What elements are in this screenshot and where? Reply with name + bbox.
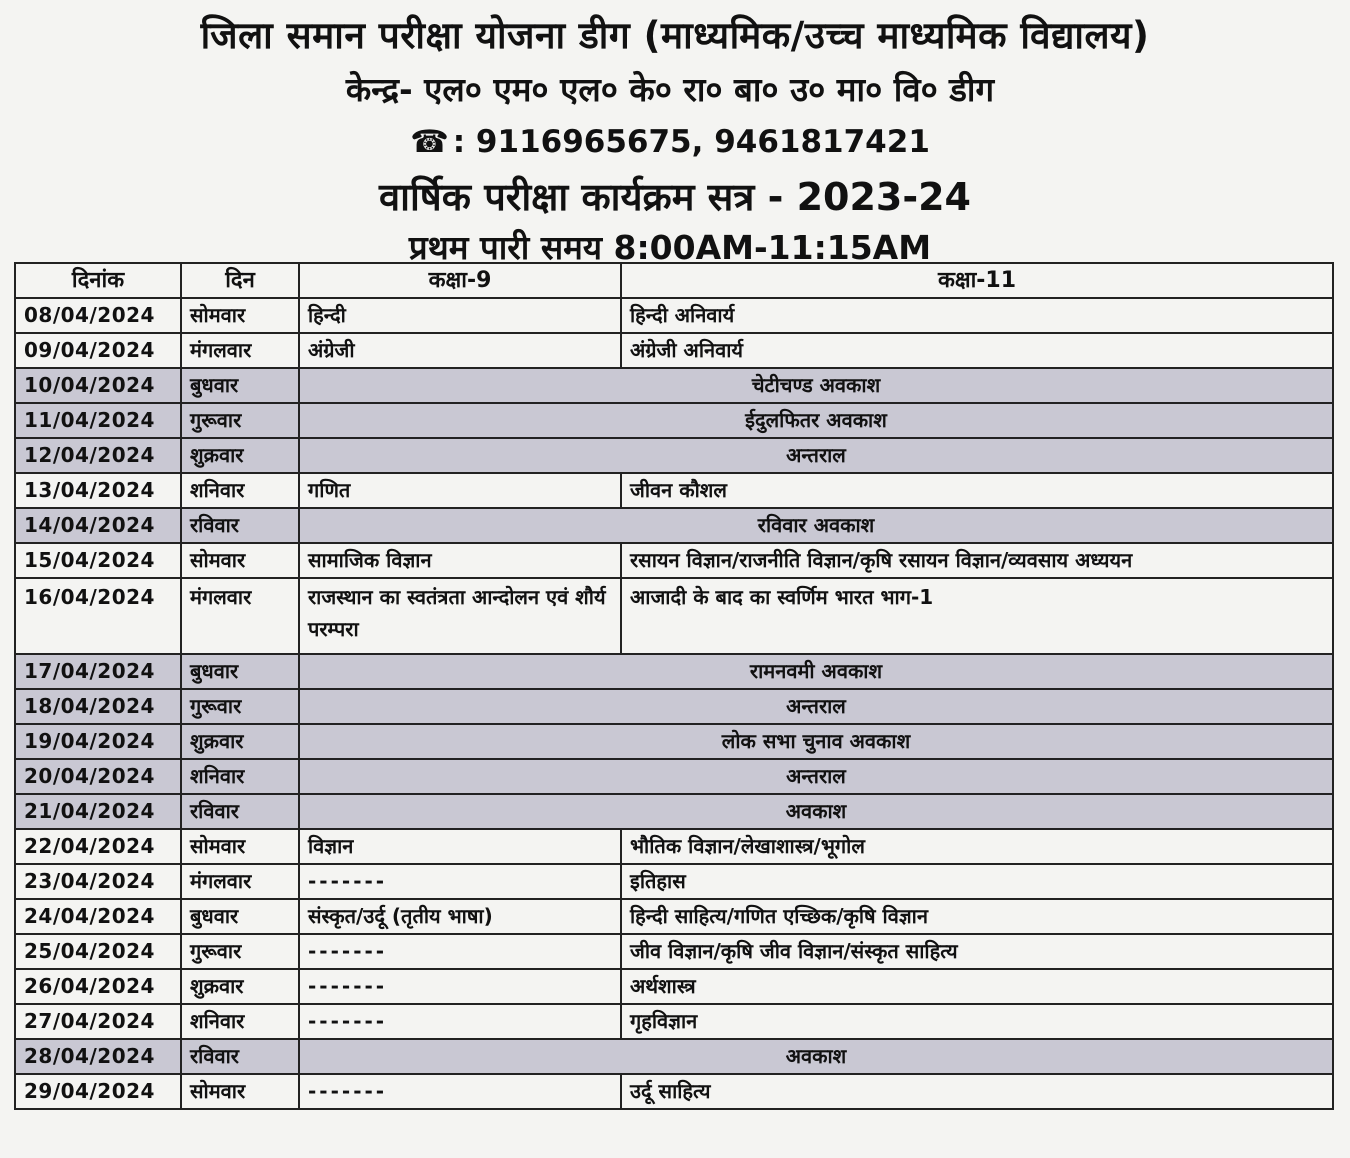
- telephone-icon: ☎: [410, 124, 449, 160]
- class-11-subject-cell: हिन्दी अनिवार्य: [621, 298, 1333, 333]
- phone-line: [0, 124, 1340, 160]
- class-11-subject-cell: अंग्रेजी अनिवार्य: [621, 333, 1333, 368]
- table-row: [15, 1074, 1333, 1109]
- schedule-table: [14, 262, 1334, 1110]
- class-11-subject-cell: रसायन विज्ञान/राजनीति विज्ञान/कृषि रसायन विज्ञान/व्यवसाय अध्ययन: [621, 543, 1333, 578]
- day-cell: बुधवार: [181, 899, 299, 934]
- date-cell: 17/04/2024: [15, 654, 181, 689]
- header-class-11: कक्षा-11: [621, 263, 1333, 298]
- class-9-subject-cell: -------: [299, 1074, 621, 1109]
- day-cell: शनिवार: [181, 759, 299, 794]
- date-cell: 27/04/2024: [15, 1004, 181, 1039]
- class-11-subject-cell: आजादी के बाद का स्वर्णिम भारत भाग-1: [621, 578, 1333, 654]
- class-11-subject-cell: इतिहास: [621, 864, 1333, 899]
- class-11-subject-cell: हिन्दी साहित्य/गणित एच्छिक/कृषि विज्ञान: [621, 899, 1333, 934]
- day-cell: रविवार: [181, 1039, 299, 1074]
- header-date: दिनांक: [15, 263, 181, 298]
- table-row: [15, 368, 1333, 403]
- class-9-subject-cell: सामाजिक विज्ञान: [299, 543, 621, 578]
- date-cell: 24/04/2024: [15, 899, 181, 934]
- table-row: [15, 543, 1333, 578]
- table-row: [15, 969, 1333, 1004]
- class-11-subject-cell: जीवन कौशल: [621, 473, 1333, 508]
- class-9-subject-cell: अंग्रेजी: [299, 333, 621, 368]
- table-row: [15, 578, 1333, 654]
- date-cell: 21/04/2024: [15, 794, 181, 829]
- date-cell: 20/04/2024: [15, 759, 181, 794]
- day-cell: बुधवार: [181, 654, 299, 689]
- phone-numbers: : 9116965675, 9461817421: [452, 124, 930, 160]
- day-cell: शुक्रवार: [181, 969, 299, 1004]
- day-cell: सोमवार: [181, 829, 299, 864]
- day-cell: रविवार: [181, 508, 299, 543]
- date-cell: 14/04/2024: [15, 508, 181, 543]
- holiday-cell: रविवार अवकाश: [299, 508, 1333, 543]
- table-header-row: [15, 263, 1333, 298]
- table-row: [15, 1004, 1333, 1039]
- date-cell: 11/04/2024: [15, 403, 181, 438]
- class-11-subject-cell: जीव विज्ञान/कृषि जीव विज्ञान/संस्कृत साहित्य: [621, 934, 1333, 969]
- table-row: [15, 403, 1333, 438]
- class-9-subject-cell: हिन्दी: [299, 298, 621, 333]
- table-row: [15, 298, 1333, 333]
- class-9-subject-cell: -------: [299, 864, 621, 899]
- holiday-cell: अन्तराल: [299, 759, 1333, 794]
- day-cell: गुरूवार: [181, 934, 299, 969]
- class-9-subject-cell: राजस्थान का स्वतंत्रता आन्दोलन एवं शौर्य परम्परा: [299, 578, 621, 654]
- schedule-body: [15, 298, 1333, 1109]
- class-9-subject-cell: संस्कृत/उर्दू (तृतीय भाषा): [299, 899, 621, 934]
- day-cell: शनिवार: [181, 473, 299, 508]
- table-row: [15, 899, 1333, 934]
- day-cell: सोमवार: [181, 298, 299, 333]
- day-cell: सोमवार: [181, 543, 299, 578]
- table-row: [15, 794, 1333, 829]
- holiday-cell: अन्तराल: [299, 438, 1333, 473]
- table-row: [15, 508, 1333, 543]
- day-cell: सोमवार: [181, 1074, 299, 1109]
- date-cell: 29/04/2024: [15, 1074, 181, 1109]
- class-11-subject-cell: भौतिक विज्ञान/लेखाशास्त्र/भूगोल: [621, 829, 1333, 864]
- date-cell: 19/04/2024: [15, 724, 181, 759]
- header-day: दिन: [181, 263, 299, 298]
- date-cell: 10/04/2024: [15, 368, 181, 403]
- date-cell: 15/04/2024: [15, 543, 181, 578]
- day-cell: मंगलवार: [181, 864, 299, 899]
- holiday-cell: अवकाश: [299, 1039, 1333, 1074]
- holiday-cell: ईदुलफितर अवकाश: [299, 403, 1333, 438]
- date-cell: 26/04/2024: [15, 969, 181, 1004]
- date-cell: 08/04/2024: [15, 298, 181, 333]
- class-9-subject-cell: विज्ञान: [299, 829, 621, 864]
- date-cell: 18/04/2024: [15, 689, 181, 724]
- date-cell: 16/04/2024: [15, 578, 181, 654]
- district-title: जिला समान परीक्षा योजना डीग (माध्यमिक/उच्च माध्यमिक विद्यालय): [200, 14, 1150, 57]
- shift-timing: प्रथम पारी समय 8:00AM-11:15AM: [408, 228, 932, 267]
- table-row: [15, 829, 1333, 864]
- day-cell: बुधवार: [181, 368, 299, 403]
- holiday-cell: लोक सभा चुनाव अवकाश: [299, 724, 1333, 759]
- table-row: [15, 1039, 1333, 1074]
- holiday-cell: चेटीचण्ड अवकाश: [299, 368, 1333, 403]
- day-cell: शुक्रवार: [181, 438, 299, 473]
- table-row: [15, 724, 1333, 759]
- class-9-subject-cell: गणित: [299, 473, 621, 508]
- day-cell: मंगलवार: [181, 578, 299, 654]
- holiday-cell: अवकाश: [299, 794, 1333, 829]
- day-cell: रविवार: [181, 794, 299, 829]
- date-cell: 22/04/2024: [15, 829, 181, 864]
- table-row: [15, 689, 1333, 724]
- table-row: [15, 333, 1333, 368]
- date-cell: 12/04/2024: [15, 438, 181, 473]
- exam-program-title: वार्षिक परीक्षा कार्यक्रम सत्र - 2023-24: [379, 175, 971, 219]
- day-cell: शुक्रवार: [181, 724, 299, 759]
- class-9-subject-cell: -------: [299, 1004, 621, 1039]
- table-row: [15, 473, 1333, 508]
- date-cell: 09/04/2024: [15, 333, 181, 368]
- holiday-cell: रामनवमी अवकाश: [299, 654, 1333, 689]
- table-row: [15, 654, 1333, 689]
- class-11-subject-cell: उर्दू साहित्य: [621, 1074, 1333, 1109]
- date-cell: 28/04/2024: [15, 1039, 181, 1074]
- class-9-subject-cell: -------: [299, 934, 621, 969]
- date-cell: 23/04/2024: [15, 864, 181, 899]
- date-cell: 25/04/2024: [15, 934, 181, 969]
- table-row: [15, 759, 1333, 794]
- table-row: [15, 934, 1333, 969]
- class-11-subject-cell: गृहविज्ञान: [621, 1004, 1333, 1039]
- holiday-cell: अन्तराल: [299, 689, 1333, 724]
- header-class-9: कक्षा-9: [299, 263, 621, 298]
- centre-name: केन्द्र- एल० एम० एल० के० रा० बा० उ० मा० वि० डीग: [345, 70, 995, 109]
- day-cell: गुरूवार: [181, 689, 299, 724]
- day-cell: गुरूवार: [181, 403, 299, 438]
- day-cell: शनिवार: [181, 1004, 299, 1039]
- class-9-subject-cell: -------: [299, 969, 621, 1004]
- table-row: [15, 438, 1333, 473]
- date-cell: 13/04/2024: [15, 473, 181, 508]
- day-cell: मंगलवार: [181, 333, 299, 368]
- table-row: [15, 864, 1333, 899]
- class-11-subject-cell: अर्थशास्त्र: [621, 969, 1333, 1004]
